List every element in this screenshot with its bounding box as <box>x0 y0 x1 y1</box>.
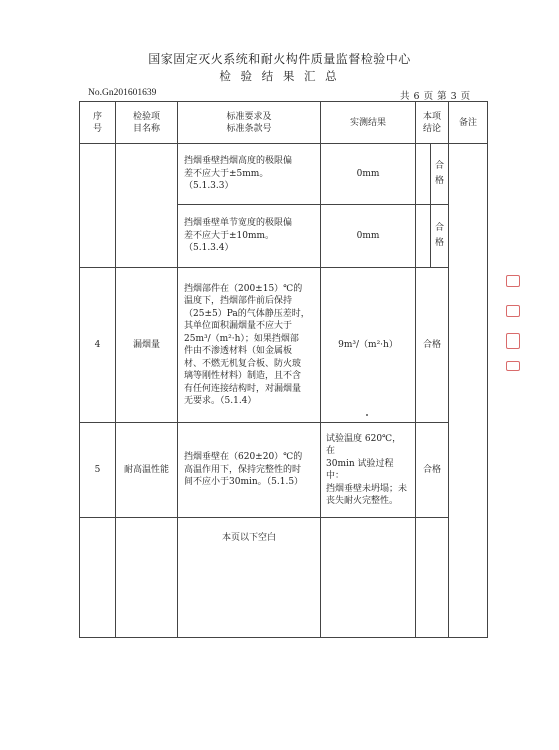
table-row <box>80 423 488 518</box>
results-table <box>79 101 488 638</box>
page-subtitle: 检 验 结 果 汇 总 <box>219 69 340 83</box>
seal-stamp-edge <box>506 275 520 375</box>
result-cell: 9m³/（m²·h） <box>321 268 416 423</box>
row-item-cell: 漏烟量 <box>116 268 178 423</box>
page-title: 国家固定灭火系统和耐火构件质量监督检验中心 <box>148 52 411 66</box>
conclusion-cell: 合格 <box>416 423 449 518</box>
spacer-cell <box>416 144 431 205</box>
standard-cell: 挡烟垂壁在（620±20）℃的 高温作用下，保持完整性的时 间不应小于30min。（5.1.5） <box>178 423 321 518</box>
page-info: 共 6 页 第 3 页 <box>400 91 471 102</box>
header-standard: 标准要求及 标准条款号 <box>178 102 321 144</box>
conclusion-cell: 合 格 <box>431 205 449 268</box>
standard-cell: 挡烟部件在（200±15）℃的 温度下，挡烟部件前后保持 （25±5）Pa的气体静压差时， 其单位面积漏烟量不应大于 25m³/（m²·h）；如果挡烟部 件由不渗透材料（如金属板 材、不燃无机复合板、防火玻 璃等刚性材料）制造，且不含 有任何连接结构时，对漏烟量 无要求。（5.1.4） <box>178 268 321 423</box>
document-number: No.Gn201601639 <box>88 88 157 98</box>
result-cell: 0mm <box>321 205 416 268</box>
standard-cell: 挡烟垂壁挡烟高度的极限偏 差不应大于±5mm。 （5.1.3.3） <box>178 144 321 205</box>
remark-cell <box>449 144 488 638</box>
row-seq-cell <box>80 144 116 268</box>
conclusion-cell <box>416 518 449 638</box>
header-result: 实测结果 <box>321 102 416 144</box>
row-item-cell <box>116 144 178 268</box>
result-cell: 0mm <box>321 144 416 205</box>
header-item: 检验项 目名称 <box>116 102 178 144</box>
header-remark: 备注 <box>449 102 488 144</box>
table-row <box>80 268 488 423</box>
spacer-cell <box>416 205 431 268</box>
header-seq: 序 号 <box>80 102 116 144</box>
row-item-cell: 耐高温性能 <box>116 423 178 518</box>
header-conclusion: 本项 结论 <box>416 102 449 144</box>
result-cell: 试验温度 620℃，在 30min 试验过程中： 挡烟垂壁未坍塌；未 丧失耐火完整性。 <box>321 423 416 518</box>
row-seq-cell: 5 <box>80 423 116 518</box>
result-cell <box>321 518 416 638</box>
conclusion-cell: 合格 <box>416 268 449 423</box>
table-header-row <box>80 102 488 144</box>
ink-dot <box>366 414 368 416</box>
row-seq-cell <box>80 518 116 638</box>
conclusion-cell: 合 格 <box>431 144 449 205</box>
table-row <box>80 144 488 205</box>
table-row <box>80 518 488 638</box>
standard-cell: 挡烟垂壁单节宽度的极限偏 差不应大于±10mm。 （5.1.3.4） <box>178 205 321 268</box>
footer-note: 本页以下空白 <box>178 518 321 638</box>
row-seq-cell: 4 <box>80 268 116 423</box>
row-item-cell <box>116 518 178 638</box>
